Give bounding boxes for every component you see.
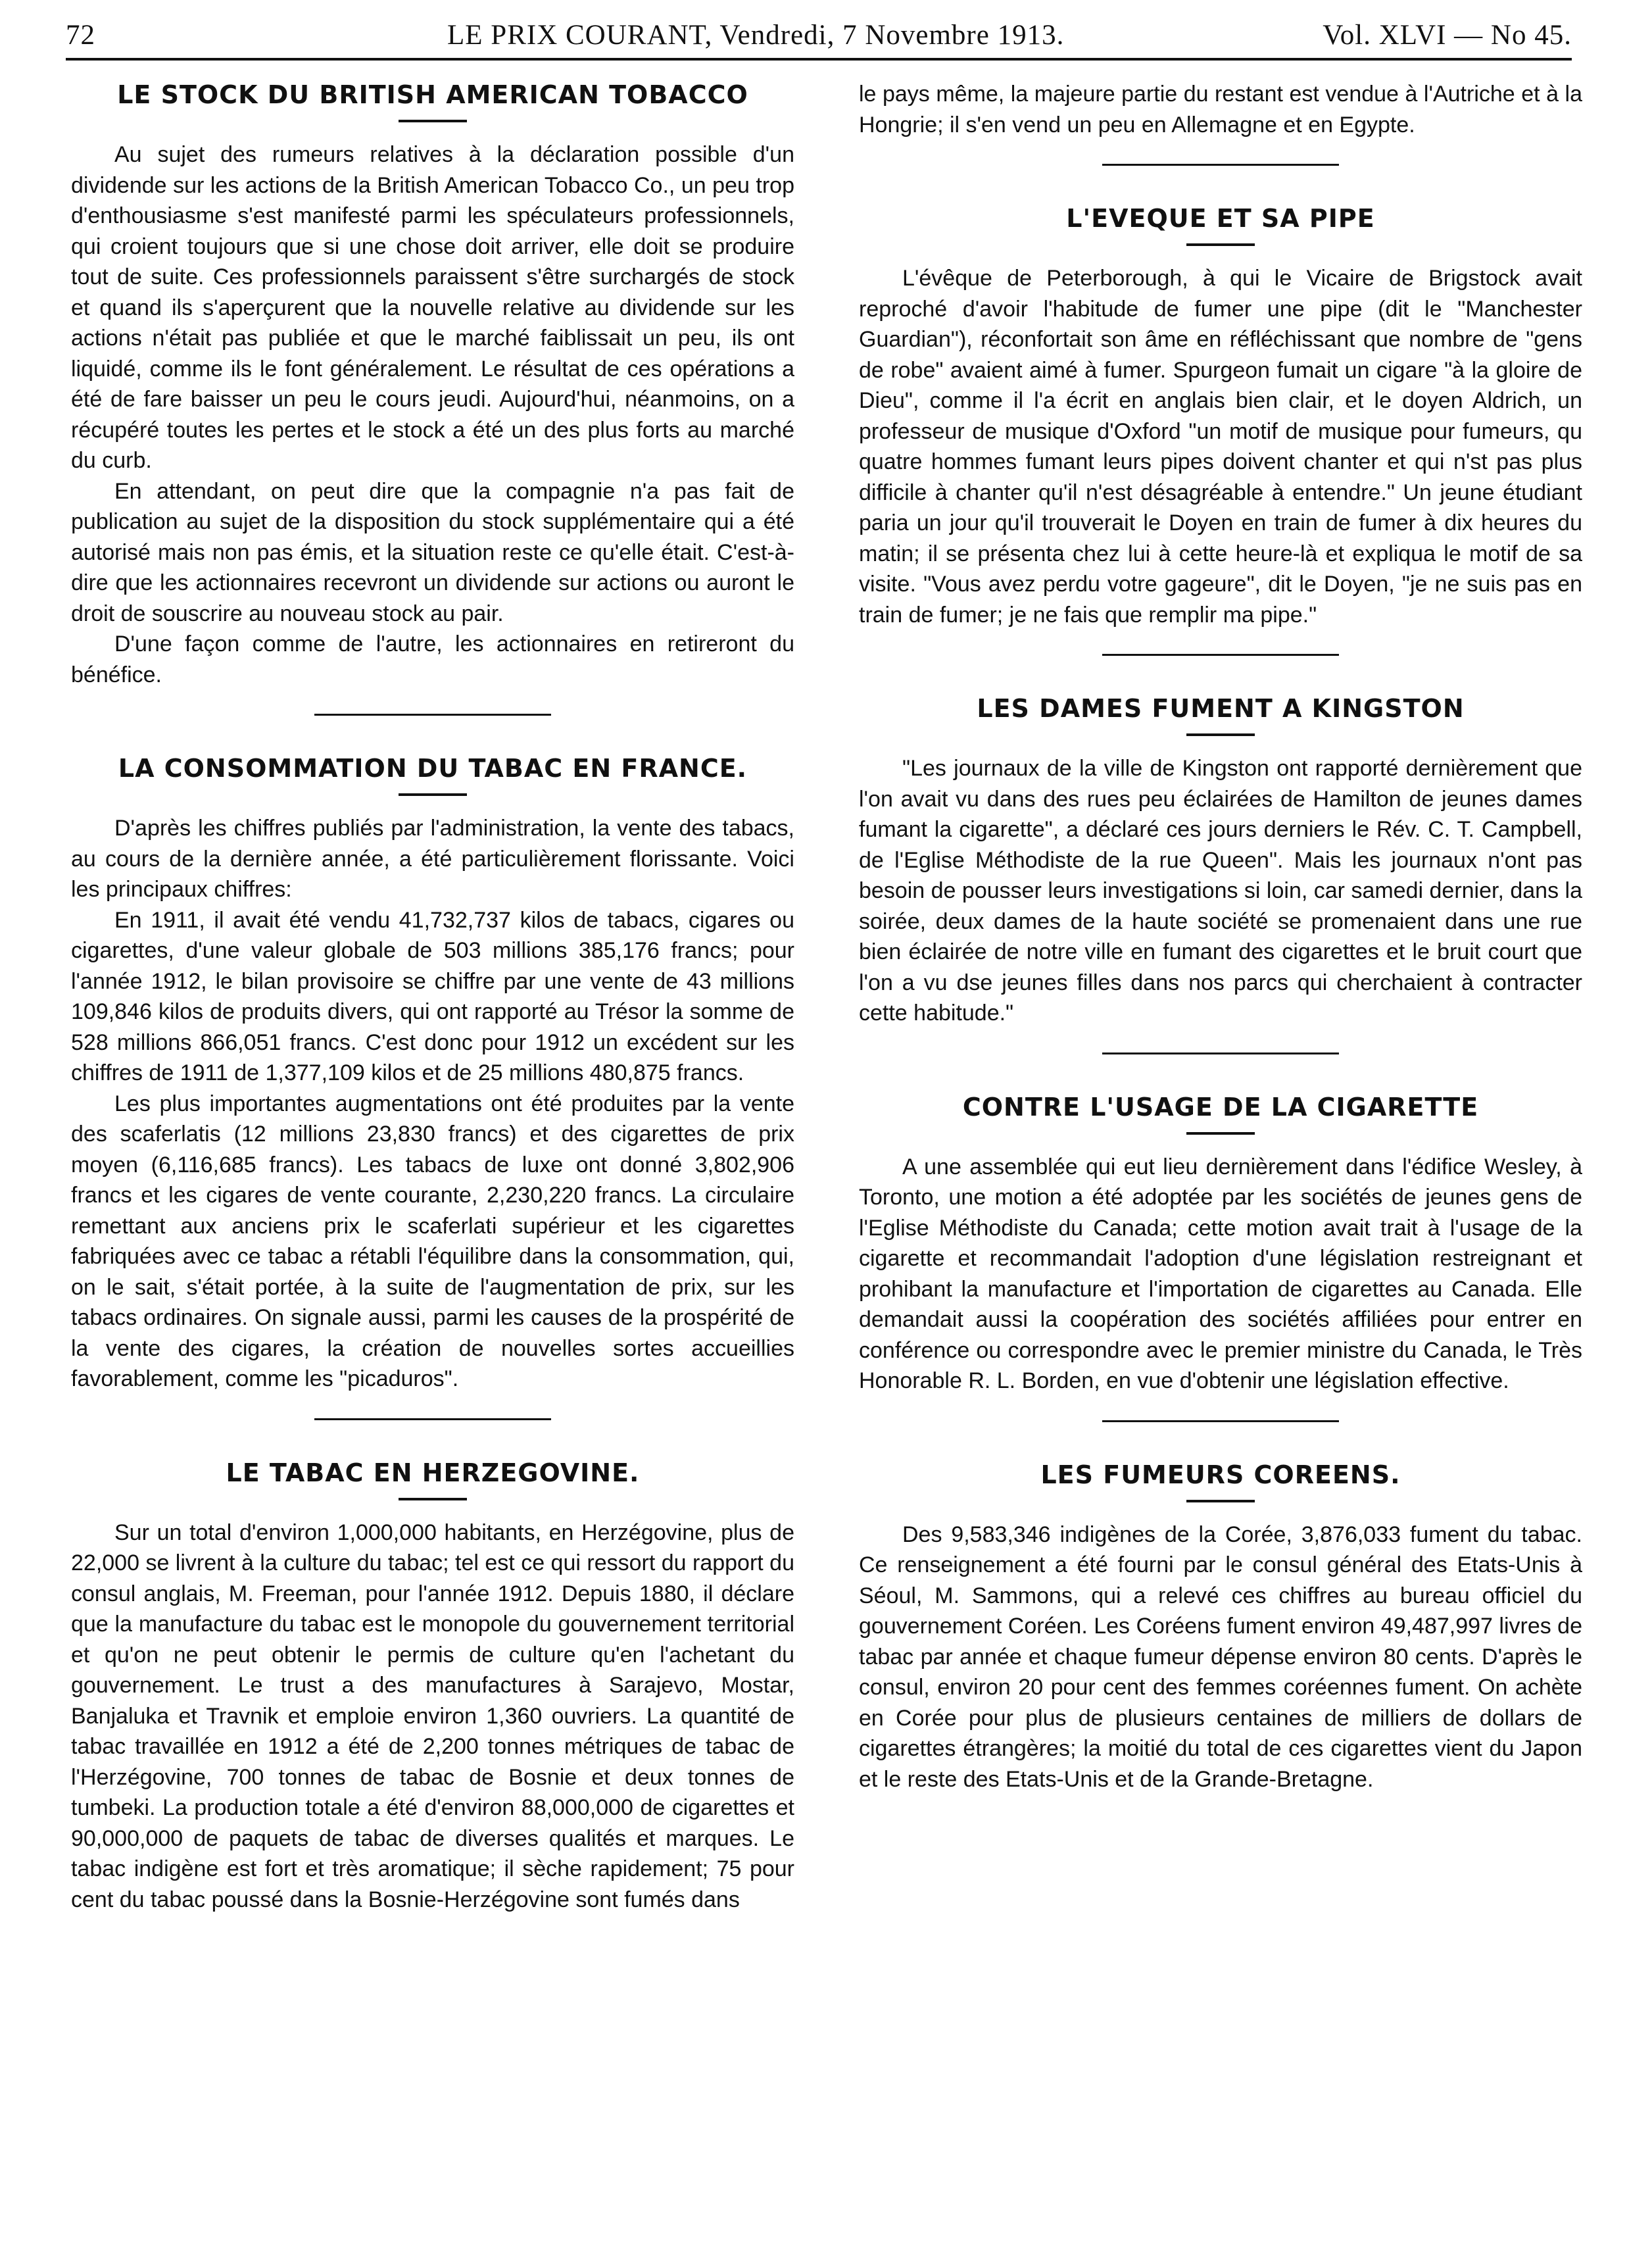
paragraph: D'après les chiffres publiés par l'administration, la vente des tabacs, au cours de la dernière année, a été particulièrement florissante. Voici les principaux chiffres: bbox=[71, 816, 794, 902]
paragraph: En 1911, il avait été vendu 41,732,737 kilos de tabacs, cigares ou cigarettes, d'une valeur globale de 503 millions 385,176 francs; pour l'année 1912, le bilan provisoire se chiffre par une vente de 43 millions 109,846 kilos de produits divers, qui ont rapporté au Trésor la somme de 528 millions 866,051 francs. C'est donc pour 1912 un excédent sur les chiffres de 1911 de 1,377,109 kilos et de 25 millions 480,875 francs. bbox=[71, 907, 794, 1085]
article-title: LES DAMES FUMENT A KINGSTON bbox=[977, 694, 1465, 723]
title-rule bbox=[399, 793, 467, 796]
article-separator bbox=[1102, 1420, 1339, 1422]
article-herzegovine bbox=[71, 1457, 794, 1916]
article-herzegovine-continued bbox=[859, 79, 1582, 140]
article-title: LE STOCK DU BRITISH AMERICAN TOBACCO bbox=[117, 80, 748, 109]
article-separator bbox=[1102, 164, 1339, 166]
paragraph: le pays même, la majeure partie du restant est vendue à l'Autriche et à la Hongrie; il s'en vend un peu en Allemagne et en Egypte. bbox=[859, 82, 1582, 137]
paragraph: Au sujet des rumeurs relatives à la déclaration possible d'un dividende sur les actions de la British American Tobacco Co., un peu trop d'enthousiasme s'est manifesté parmi les spéculateurs professionnels, qui croient toujours que si une chose doit arriver, elle doit se produire tout de suite. Ces professionnels paraissent s'être surchargés de stock et quand ils s'aperçurent que la nouvelle relative au dividende sur les actions n'était pas publiée et que le marché faiblissait un peu, ils ont liquidé, comme ils le font généralement. Le résultat de ces opérations a été de fare baisser un peu le cours jeudi. Aujourd'hui, néanmoins, on a récupéré toutes les pertes et le stock a été un des plus forts au marché du curb. bbox=[71, 142, 794, 473]
article-eveque-pipe bbox=[859, 203, 1582, 630]
page-number: 72 bbox=[66, 20, 95, 51]
left-column bbox=[71, 79, 794, 2223]
running-title: LE PRIX COURANT, Vendredi, 7 Novembre 1913. bbox=[447, 20, 1065, 51]
title-rule bbox=[399, 1498, 467, 1500]
page-header bbox=[66, 16, 1572, 61]
paragraph: L'évêque de Peterborough, à qui le Vicaire de Brigstock avait reproché d'avoir l'habitude de fumer une pipe (dit le "Manchester Guardian"), réconfortait son âme en réfléchissant que nombre de "gens de robe" avaient aimé à fumer. Spurgeon fumait un cigare "à la gloire de Dieu", comme il l'a écrit en anglais bien clair, et le doyen Aldrich, un professeur de musique d'Oxford "un motif de musique pour fumeurs, qu quatre hommes fumant leurs pipes doivent chanter et qui n'st pas plus difficile à chanter qu'il n'est désagréable à entendre." Un jeune étudiant paria un jour qu'il trouverait le Doyen en train de fumer à dix heures du matin; il se présenta chez lui à cette heure-là et expliqua le motif de sa visite. "Vous avez perdu votre gageure", dit le Doyen, "je ne suis pas en train de fumer; je ne fais que remplir ma pipe." bbox=[859, 266, 1582, 628]
title-rule bbox=[1186, 1500, 1255, 1502]
article-title: LES FUMEURS COREENS. bbox=[1040, 1460, 1401, 1489]
title-rule bbox=[1186, 1132, 1255, 1135]
paragraph: En attendant, on peut dire que la compagnie n'a pas fait de publication au sujet de la disposition du stock supplémentaire qui a été autorisé mais non pas émis, et la situation reste ce qu'elle était. C'est-à-dire que les actionnaires recevront un dividende sur actions ou auront le droit de souscrire au nouveau stock au pair. bbox=[71, 478, 794, 626]
paragraph: A une assemblée qui eut lieu dernièrement dans l'édifice Wesley, à Toronto, une motion a été adoptée par les sociétés de jeunes gens de l'Eglise Méthodiste du Canada; cette motion avait trait à l'usage de la cigarette et recommandait l'adoption d'une législation restreignant et prohibant la manufacture et l'importation de cigarettes au Canada. Elle demandait aussi la coopération des sociétés affiliées pour entrer en conférence ou correspondre avec le premier ministre du Canada, le Très Honorable R. L. Borden, en vue d'obtenir une législation effective. bbox=[859, 1154, 1582, 1393]
article-separator bbox=[1102, 654, 1339, 656]
article-tabac-france bbox=[71, 753, 794, 1395]
paragraph: Les plus importantes augmentations ont été produites par la vente des scaferlatis (12 millions 23,830 francs) et des cigarettes de prix moyen (6,116,685 francs). Les tabacs de luxe ont donné 3,802,906 francs et les cigares de vente courante, 2,230,220 francs. La circulaire remettant aux anciens prix le scaferlati supérieur et les cigarettes fabriquées avec ce tabac a rétabli l'équilibre dans la consommation, qui, on le sait, s'était portée, à la suite de l'augmentation de prix, sur les tabacs ordinaires. On signale aussi, parmi les causes de la prospérité de la vente des cigares, la création de nouvelles sortes accueillies favorablement, comme les "picaduros". bbox=[71, 1091, 794, 1391]
title-rule bbox=[399, 120, 467, 122]
volume-number: Vol. XLVI — No 45. bbox=[1323, 20, 1572, 51]
article-british-american-tobacco bbox=[71, 79, 794, 690]
title-rule bbox=[1186, 243, 1255, 246]
paragraph: D'une façon comme de l'autre, les actionnaires en retireront du bénéfice. bbox=[71, 631, 794, 687]
article-separator bbox=[314, 1418, 551, 1420]
article-contre-cigarette bbox=[859, 1091, 1582, 1397]
article-title: LE TABAC EN HERZEGOVINE. bbox=[226, 1458, 640, 1487]
article-title: CONTRE L'USAGE DE LA CIGARETTE bbox=[962, 1092, 1479, 1122]
article-separator bbox=[1102, 1052, 1339, 1054]
paragraph: Sur un total d'environ 1,000,000 habitants, en Herzégovine, plus de 22,000 se livrent à la culture du tabac; tel est ce qui ressort du rapport du consul anglais, M. Freeman, pour l'année 1912. Depuis 1880, il déclare que la manufacture du tabac est le monopole du gouvernement territorial et qu'on ne peut obtenir le permis de culture qu'en l'achetant du gouvernement. Le trust a des manufactures à Sarajevo, Mostar, Banjaluka et Travnik et emploie environ 1,360 ouvriers. La quantité de tabac travaillée en 1912 a été de 2,200 tonnes métriques de tabac de l'Herzégovine, 700 tonnes de tabac de Bosnie et deux tonnes de tumbeki. La production totale a été d'environ 88,000,000 de cigarettes et 90,000,000 de paquets de tabac de diverses qualités et marques. Le tabac indigène est fort et très aromatique; il sèche rapidement; 75 pour cent du tabac poussé dans la Bosnie-Herzégovine sont fumés dans bbox=[71, 1520, 794, 1912]
article-separator bbox=[314, 714, 551, 716]
paragraph: Des 9,583,346 indigènes de la Corée, 3,876,033 fument du tabac. Ce renseignement a été fourni par le consul général des Etats-Unis à Séoul, M. Sammons, qui a relevé ces chiffres au bureau officiel du gouvernement Coréen. Les Coréens fument environ 49,487,997 livres de tabac par année et chaque fumeur dépense environ 80 cents. D'après le consul, environ 20 pour cent des femmes coréennes fument. On achète en Corée pour plus de plusieurs centaines de milliers de dollars de cigarettes étrangères; la moitié du total de ces cigarettes vient du Japon et le reste des Etats-Unis et de la Grande-Bretagne. bbox=[859, 1522, 1582, 1792]
article-dames-kingston bbox=[859, 693, 1582, 1029]
right-column bbox=[859, 79, 1582, 2223]
paragraph: "Les journaux de la ville de Kingston ont rapporté dernièrement que l'on avait vu dans des rues peu éclairées de Hamilton de jeunes dames fumant la cigarette", a déclaré ces jours derniers le Rév. C. T. Campbell, de l'Eglise Méthodiste de la rue Queen". Mais les journaux n'ont pas besoin de pousser leurs investigations si loin, car samedi dernier, dans la soirée, deux dames de la haute société se promenaient dans une rue bien éclairée de notre ville en fumant des cigarettes et le bruit court que l'on a vu dse jeunes filles dans nos parcs qui cherchaient à contracter cette habitude." bbox=[859, 756, 1582, 1026]
article-title: L'EVEQUE ET SA PIPE bbox=[1066, 204, 1375, 233]
article-fumeurs-coreens bbox=[859, 1459, 1582, 1795]
article-title: LA CONSOMMATION DU TABAC EN FRANCE. bbox=[118, 754, 748, 783]
title-rule bbox=[1186, 733, 1255, 736]
